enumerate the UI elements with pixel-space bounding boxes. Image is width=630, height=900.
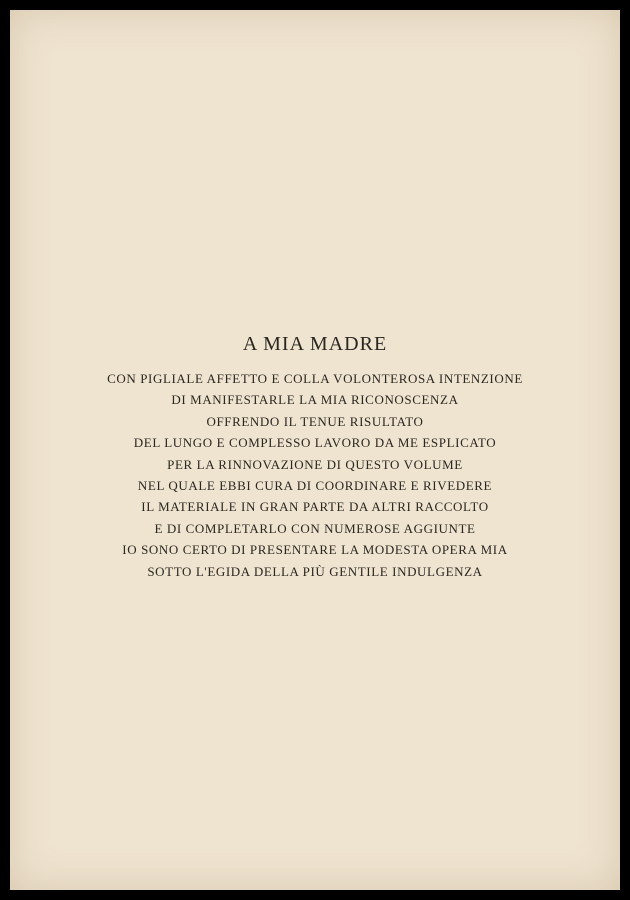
dedication-text <box>10 368 620 582</box>
book-page <box>10 10 620 890</box>
dedication-line: NEL QUALE EBBI CURA DI COORDINARE E RIVEDERE <box>137 478 493 494</box>
dedication-line: DI MANIFESTARLE LA MIA RICONOSCENZA <box>171 392 459 408</box>
dedication-line: PER LA RINNOVAZIONE DI QUESTO VOLUME <box>167 456 463 472</box>
dedication-line: IO SONO CERTO DI PRESENTARE LA MODESTA OPERA MIA <box>122 542 508 558</box>
dedication-line: DEL LUNGO E COMPLESSO LAVORO DA ME ESPLICATO <box>133 435 497 451</box>
dedication-block <box>10 332 620 582</box>
dedication-line: IL MATERIALE IN GRAN PARTE DA ALTRI RACCOLTO <box>141 499 489 515</box>
dedication-title: A MIA MADRE <box>242 333 388 355</box>
dedication-line: CON PIGLIALE AFFETTO E COLLA VOLONTEROSA INTENZIONE <box>107 371 523 386</box>
dedication-line: E DI COMPLETARLO CON NUMEROSE AGGIUNTE <box>154 520 476 536</box>
dedication-line: OFFRENDO IL TENUE RISULTATO <box>206 413 424 429</box>
dedication-line: SOTTO L'EGIDA DELLA PIÙ GENTILE INDULGENZA <box>147 563 483 579</box>
